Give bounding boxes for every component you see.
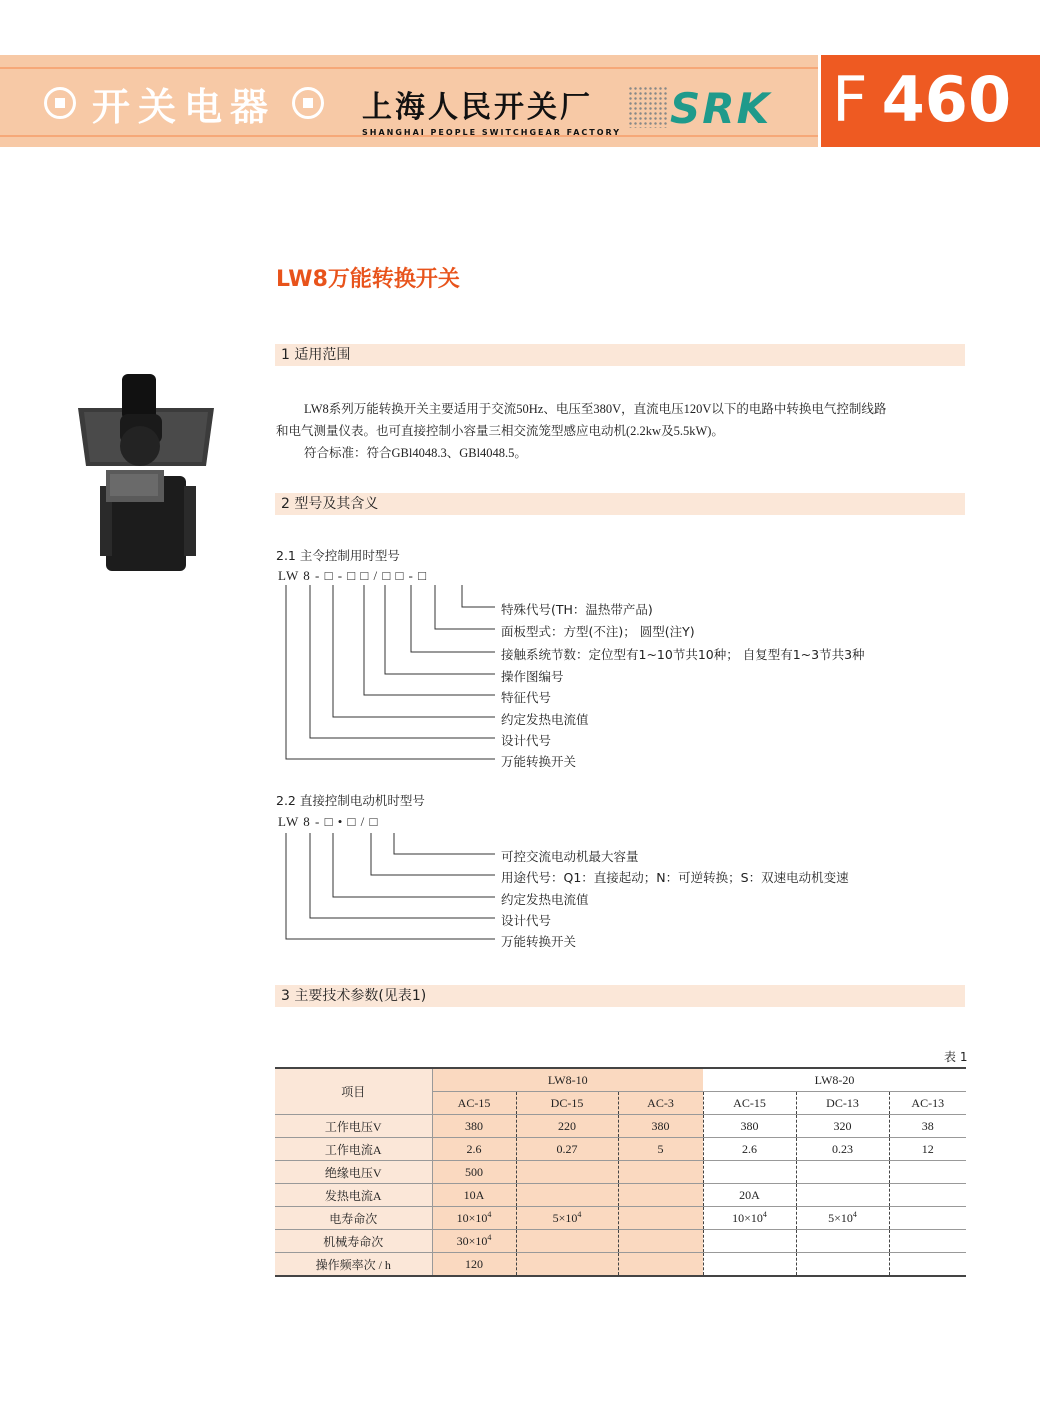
table-cell xyxy=(703,1230,796,1253)
table-cell xyxy=(796,1230,889,1253)
table-cell xyxy=(889,1253,966,1277)
table-cell: 220 xyxy=(516,1115,618,1138)
exponent: 4 xyxy=(762,1210,767,1219)
subsection-title: 2.2 直接控制电动机时型号 xyxy=(276,793,425,808)
table-cell xyxy=(889,1207,966,1230)
code-label: 设计代号 xyxy=(501,733,552,748)
row-label: 电寿命次 xyxy=(275,1207,432,1230)
paragraph-line: LW8系列万能转换开关主要适用于交流50Hz、电压至380V，直流电压120V以下的电路中转换电气控制线路 xyxy=(304,402,887,416)
table-cell: $5\times 10^4$ xyxy=(796,1207,889,1230)
table-cell: $10\times 10^4$ xyxy=(432,1207,516,1230)
table-cell: 10A xyxy=(432,1184,516,1207)
table-cell: 2.6 xyxy=(703,1138,796,1161)
table-cell: 320 xyxy=(796,1115,889,1138)
paragraph-line: 和电气测量仪表。也可直接控制小容量三相交流笼型感应电动机(2.2kw及5.5kW)。 xyxy=(276,424,724,438)
code-label: 约定发热电流值 xyxy=(501,712,589,727)
table-cell: 500 xyxy=(432,1161,516,1184)
subsection-title: 2.1 主令控制用时型号 xyxy=(276,548,400,563)
model-code: LW 8 - □ • □ / □ xyxy=(278,814,379,829)
page-number: 460 xyxy=(881,63,1012,136)
code-label: 特征代号 xyxy=(501,690,552,705)
page-letter: F xyxy=(832,63,868,136)
code-label: 可控交流电动机最大容量 xyxy=(501,849,639,864)
table-col-header: AC-13 xyxy=(889,1092,966,1115)
table-row xyxy=(275,1184,966,1207)
table-cell: $10\times 10^4$ xyxy=(703,1207,796,1230)
table-cell: $5\times 10^4$ xyxy=(516,1207,618,1230)
brand-logo: SRK xyxy=(670,84,772,133)
table-col-header: DC-13 xyxy=(796,1092,889,1115)
code-label: 用途代号：Q1：直接起动；N：可逆转换；S：双速电动机变速 xyxy=(501,870,849,885)
table-cell: 380 xyxy=(432,1115,516,1138)
code-label: 万能转换开关 xyxy=(501,754,577,769)
table-cell xyxy=(703,1253,796,1277)
category-text: 开关电器 xyxy=(92,84,277,129)
table-cell xyxy=(618,1253,703,1277)
row-label: 发热电流A xyxy=(275,1184,432,1207)
table-cell xyxy=(889,1184,966,1207)
table-cell xyxy=(618,1230,703,1253)
page-title: LW8万能转换开关 xyxy=(276,267,460,292)
paragraph-standard: 符合标准：符合GBl4048.3、GBl4048.5。 xyxy=(304,446,527,460)
exponent: 4 xyxy=(852,1210,857,1219)
table-cell xyxy=(703,1161,796,1184)
table-cell: 2.6 xyxy=(432,1138,516,1161)
code-label: 操作图编号 xyxy=(501,669,564,684)
table-row xyxy=(275,1161,966,1184)
company-name-en: SHANGHAI PEOPLE SWITCHGEAR FACTORY xyxy=(362,128,622,137)
table-cell xyxy=(889,1161,966,1184)
table-col-header: AC-3 xyxy=(618,1092,703,1115)
spec-table xyxy=(275,1067,966,1277)
table-header-item: 项目 xyxy=(275,1068,432,1115)
table-cell: 0.23 xyxy=(796,1138,889,1161)
table-cell: 12 xyxy=(889,1138,966,1161)
code-label: 接触系统节数：定位型有1~10节共10种； 自复型有1~3节共3种 xyxy=(501,647,865,662)
table-cell: 20A xyxy=(703,1184,796,1207)
table-cell: 5 xyxy=(618,1138,703,1161)
code-label: 约定发热电流值 xyxy=(501,892,589,907)
exponent: 4 xyxy=(577,1210,582,1219)
table-group-header: LW8-10 xyxy=(432,1068,703,1092)
table-col-header: AC-15 xyxy=(703,1092,796,1115)
table-group-header: LW8-20 xyxy=(703,1068,966,1092)
table-cell: 0.27 xyxy=(516,1138,618,1161)
section-heading-2: 2 型号及其含义 xyxy=(275,493,965,515)
code-label: 特殊代号(TH：温热带产品) xyxy=(501,602,653,617)
exponent: 4 xyxy=(487,1233,492,1242)
table-cell xyxy=(516,1161,618,1184)
table-cell: $30\times 10^4$ xyxy=(432,1230,516,1253)
section-heading-1: 1 适用范围 xyxy=(275,344,965,366)
table-cell xyxy=(618,1184,703,1207)
code-label: 设计代号 xyxy=(501,913,552,928)
table-cell xyxy=(796,1161,889,1184)
table-number: 表 1 xyxy=(944,1050,968,1064)
model-code: LW 8 - □ - □ □ / □ □ - □ xyxy=(278,568,427,583)
table-cell: 380 xyxy=(618,1115,703,1138)
section-heading-3: 3 主要技术参数(见表1) xyxy=(275,985,965,1007)
table-cell xyxy=(618,1161,703,1184)
table-cell xyxy=(796,1253,889,1277)
table-col-header: AC-15 xyxy=(432,1092,516,1115)
row-label: 操作频率次 / h xyxy=(275,1253,432,1277)
company-name-cn: 上海人民开关厂 xyxy=(362,90,593,125)
row-label: 工作电压V xyxy=(275,1115,432,1138)
code-label: 万能转换开关 xyxy=(501,934,577,949)
table-cell xyxy=(618,1207,703,1230)
table-cell: 120 xyxy=(432,1253,516,1277)
table-row xyxy=(275,1230,966,1253)
table-row xyxy=(275,1207,966,1230)
table-cell: 380 xyxy=(703,1115,796,1138)
table-cell xyxy=(516,1184,618,1207)
row-label: 机械寿命次 xyxy=(275,1230,432,1253)
table-cell xyxy=(889,1230,966,1253)
row-label: 绝缘电压V xyxy=(275,1161,432,1184)
table-cell xyxy=(516,1253,618,1277)
table-cell: 38 xyxy=(889,1115,966,1138)
table-cell xyxy=(516,1230,618,1253)
code-label: 面板型式：方型(不注)； 圆型(注Y) xyxy=(501,624,695,639)
table-row xyxy=(275,1115,966,1138)
exponent: 4 xyxy=(487,1210,492,1219)
row-label: 工作电流A xyxy=(275,1138,432,1161)
table-row xyxy=(275,1253,966,1277)
table-col-header: DC-15 xyxy=(516,1092,618,1115)
table-row xyxy=(275,1138,966,1161)
table-cell xyxy=(796,1184,889,1207)
